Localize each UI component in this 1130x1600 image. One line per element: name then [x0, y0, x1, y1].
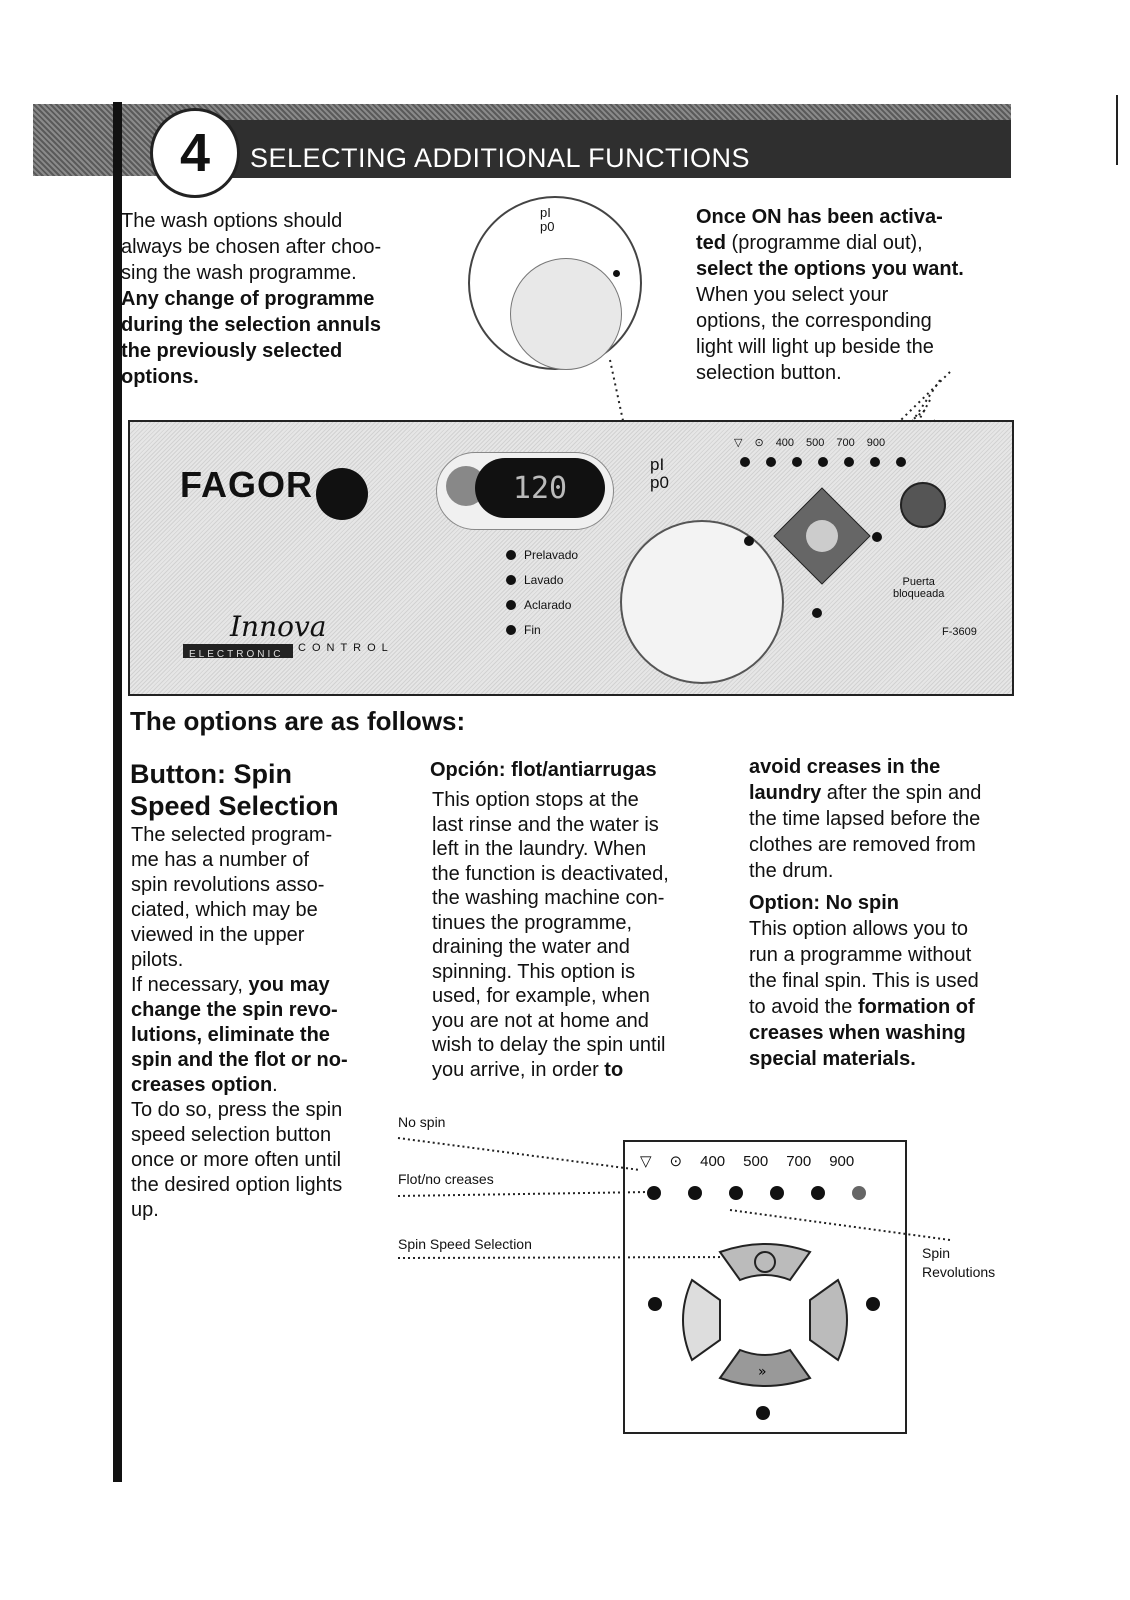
text-bold-span: you may [248, 974, 330, 996]
indicator-light [866, 1297, 880, 1311]
text-span: to avoid the [749, 996, 858, 1018]
text-line: once or more often until [131, 1149, 342, 1171]
intro-line: The wash options should [121, 210, 343, 232]
text-bold-span: laundry [749, 782, 822, 804]
intro-line: always be chosen after choo- [121, 236, 382, 258]
intro-line: selection button. [696, 362, 842, 384]
phase-label: Lavado [524, 572, 564, 587]
indicator-light [852, 1186, 866, 1200]
intro-bold-line: during the selection annuls [121, 314, 382, 336]
no-spin-label: No spin [398, 1114, 446, 1130]
flot-label: Flot/no creases [398, 1171, 494, 1187]
text-line: last rinse and the water is [432, 813, 659, 836]
text-line: ciated, which may be [131, 899, 318, 921]
text-line: you are not at home and [432, 1009, 649, 1032]
text-bold-span: creases option [131, 1074, 273, 1096]
speed-label: 700 [836, 436, 855, 449]
text-line: the function is deactivated, [432, 862, 669, 885]
intro-bold-line: options. [121, 366, 199, 388]
text-line: wish to delay the spin until [432, 1034, 666, 1056]
text-bold-line: spin and the flot or no- [131, 1049, 348, 1071]
label-line: Revolutions [922, 1264, 996, 1280]
model-number: F-3609 [942, 626, 977, 638]
flot-option-heading: Opción: flot/antiarrugas [430, 759, 657, 781]
dial-mark-off: p0 [650, 473, 669, 492]
spin-selection-label: Spin Speed Selection [398, 1236, 532, 1252]
door-label-line: Puerta [902, 576, 935, 588]
label-line: Spin [922, 1245, 951, 1261]
diagram-lights [647, 1186, 866, 1200]
text-bold-line: creases when washing [749, 1022, 966, 1044]
intro-bold-word: ted [696, 232, 726, 254]
section-number: 4 [150, 108, 240, 198]
intro-bold-line: Once ON has been activa- [696, 206, 943, 228]
text-line: This option stops at the [432, 789, 639, 811]
speed-label: 500 [743, 1152, 769, 1170]
spin-speed-button [720, 1244, 810, 1280]
no-spin-icon: ▽ [640, 1153, 652, 1170]
intro-line: options, the corresponding [696, 310, 932, 332]
text-bold-span: formation of [857, 996, 975, 1018]
control-label: CONTROL [298, 642, 394, 654]
phase-label: Aclarado [524, 597, 572, 612]
title-line: Button: Spin [130, 759, 292, 789]
text-line: To do so, press the spin [131, 1099, 343, 1121]
diagram-speed-labels [640, 1152, 854, 1170]
text-bold-line: special materials. [749, 1048, 916, 1070]
text-span: If necessary, [131, 974, 249, 996]
dial-mark-on: pI [540, 205, 551, 220]
text-line: the final spin. This is used [749, 970, 979, 992]
diagram-option-buttons [680, 1240, 850, 1390]
model-script-logo: Innova [230, 610, 327, 643]
intro-line: light will light up beside the [696, 336, 934, 358]
text-bold-span: to [604, 1058, 624, 1081]
text-span: after the spin and [821, 782, 982, 804]
electronic-label: ELECTRONIC [189, 649, 284, 660]
brand-logo-text: FAGOR [180, 464, 314, 505]
text-line: the drum. [749, 860, 834, 882]
intro-bold-line: select the options you want. [696, 258, 964, 280]
text-bold-line: avoid creases in the [749, 756, 941, 778]
door-label-line: bloqueada [893, 588, 945, 600]
flot-icon: ⊙ [669, 1153, 683, 1170]
no-spin-option-heading: Option: No spin [749, 892, 899, 914]
text-line: tinues the programme, [432, 911, 633, 934]
phase-label: Fin [524, 622, 541, 637]
text-line: spinning. This option is [432, 960, 636, 983]
speed-label: 900 [866, 436, 886, 449]
forward-icon: » [758, 1364, 767, 1380]
text-line: the washing machine con- [432, 887, 665, 909]
text-line: The selected program- [131, 824, 333, 846]
dial-mark-on: pI [650, 455, 665, 474]
text-line: run a programme without [749, 944, 972, 966]
indicator-light [770, 1186, 784, 1200]
indicator-light [688, 1186, 702, 1200]
no-spin-icon: ▽ [734, 437, 743, 449]
flot-button [683, 1280, 720, 1360]
indicator-light [648, 1297, 662, 1311]
text-span: . [272, 1074, 278, 1096]
dial-mark-off: p0 [540, 219, 555, 234]
speed-label: 900 [829, 1152, 855, 1170]
text-line: clothes are removed from [749, 834, 976, 856]
speed-label: 400 [775, 436, 795, 449]
text-line: speed selection button [131, 1124, 332, 1146]
indicator-light [811, 1186, 825, 1200]
options-heading: The options are as follows: [130, 706, 466, 736]
speed-label: 700 [786, 1152, 812, 1170]
no-spin-button [810, 1280, 847, 1360]
section-title: SELECTING ADDITIONAL FUNCTIONS [250, 143, 751, 173]
text-line: pilots. [131, 949, 184, 971]
text-line: left in the laundry. When [432, 838, 647, 860]
text-line: up. [131, 1199, 159, 1221]
text-line: me has a number of [131, 849, 309, 871]
text-span: you arrive, in order [432, 1058, 605, 1081]
indicator-light [729, 1186, 743, 1200]
text-bold-line: change the spin revo- [131, 999, 338, 1021]
intro-bold-line: the previously selected [121, 340, 343, 362]
speed-label: 500 [806, 436, 825, 449]
phase-label: Prelavado [524, 547, 579, 562]
intro-line: sing the wash programme. [121, 262, 357, 284]
flot-icon: ⊙ [754, 437, 764, 449]
text-bold-line: lutions, eliminate the [131, 1024, 330, 1046]
text-line: the time lapsed before the [749, 808, 981, 830]
intro-line: (programme dial out), [726, 232, 923, 254]
text-line: spin revolutions asso- [131, 874, 325, 896]
text-line: used, for example, when [432, 985, 650, 1007]
text-line: the desired option lights [131, 1174, 343, 1196]
title-line: Speed Selection [130, 791, 339, 821]
intro-line: When you select your [696, 284, 889, 306]
indicator-light [756, 1406, 770, 1420]
speed-label: 400 [700, 1152, 726, 1170]
text-line: This option allows you to [749, 918, 969, 940]
text-line: draining the water and [432, 936, 630, 958]
indicator-light [647, 1186, 661, 1200]
digital-display: 120 [475, 458, 605, 518]
intro-bold-line: Any change of programme [121, 288, 375, 310]
text-line: viewed in the upper [131, 924, 305, 946]
